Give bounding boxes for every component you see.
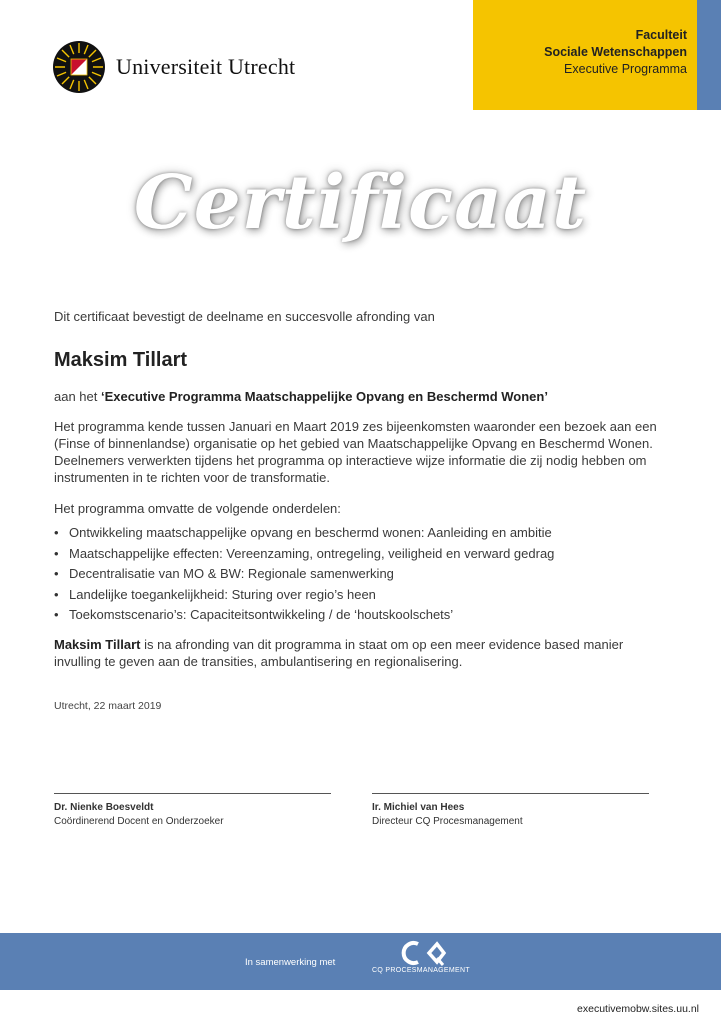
signature-block-left (54, 793, 331, 829)
certificate-title: Certificaat (133, 160, 588, 246)
website-link[interactable]: executivemobw.sites.uu.nl (577, 1003, 699, 1015)
partner-logo-text: CQ PROCESMANAGEMENT (372, 967, 470, 974)
list-item: • Maatschappelijke effecten: Vereenzaming, ontregeling, veiligheid en verward gedrag (54, 544, 664, 565)
program-type: Executive Programma (564, 62, 687, 76)
recipient-name: Maksim Tillart (54, 349, 188, 371)
closing-statement (54, 636, 664, 670)
university-name: Universiteit Utrecht (116, 54, 296, 79)
collaboration-label: In samenwerking met (245, 957, 336, 968)
parts-list (54, 523, 664, 626)
faculty-name: Sociale Wetenschappen (544, 45, 687, 59)
signatory-role: Directeur CQ Procesmanagement (372, 816, 523, 827)
header-blue-strip (697, 0, 721, 110)
program-prefix: aan het (54, 389, 101, 404)
university-logo (52, 40, 295, 94)
list-item: • Toekomstscenario’s: Capaciteitsontwikkeling / de ‘houtskoolschets’ (54, 605, 664, 626)
list-item: • Landelijke toegankelijkheid: Sturing over regio’s heen (54, 585, 664, 606)
footer-band (0, 933, 721, 990)
signatory-name: Ir. Michiel van Hees (372, 802, 465, 813)
signature-block-right (372, 793, 649, 829)
parts-intro: Het programma omvatte de volgende onderdelen: (54, 501, 341, 516)
faculty-label: Faculteit (635, 28, 687, 42)
signatory-role: Coördinerend Docent en Onderzoeker (54, 816, 224, 827)
confirmation-text: Dit certificaat bevestigt de deelname en succesvolle afronding van (54, 309, 435, 324)
issue-date: Utrecht, 22 maart 2019 (54, 700, 162, 712)
closing-text: is na afronding van dit programma in staat om op een meer evidence based manier invulling te geven aan de transities, ambulantisering en regionalisering. (54, 636, 624, 669)
signatory-name: Dr. Nienke Boesveldt (54, 802, 154, 813)
closing-name: Maksim Tillart (54, 636, 141, 652)
program-line (54, 388, 664, 405)
university-seal-icon (52, 40, 106, 94)
program-name: ‘Executive Programma Maatschappelijke Opvang en Beschermd Wonen’ (101, 389, 548, 404)
partner-logo (366, 940, 476, 984)
list-item: • Ontwikkeling maatschappelijke opvang en beschermd wonen: Aanleiding en ambitie (54, 523, 664, 544)
program-description: Het programma kende tussen Januari en Maart 2019 zes bijeenkomsten waaronder een bezoek aan een (Finse of binnenlandse) organisatie op het gebied van Maatschappelijke Opvang en Beschermd Wonen. Deelnemers verwerkten tijdens het programma op interactieve wijze informatie die zij nodig hebben om instrumenten in te richten voor de transformatie. (54, 419, 657, 485)
list-item: • Decentralisatie van MO & BW: Regionale samenwerking (54, 564, 664, 585)
faculty-box (473, 0, 697, 110)
cq-logo-icon (396, 940, 446, 966)
certificate-body (54, 308, 664, 670)
